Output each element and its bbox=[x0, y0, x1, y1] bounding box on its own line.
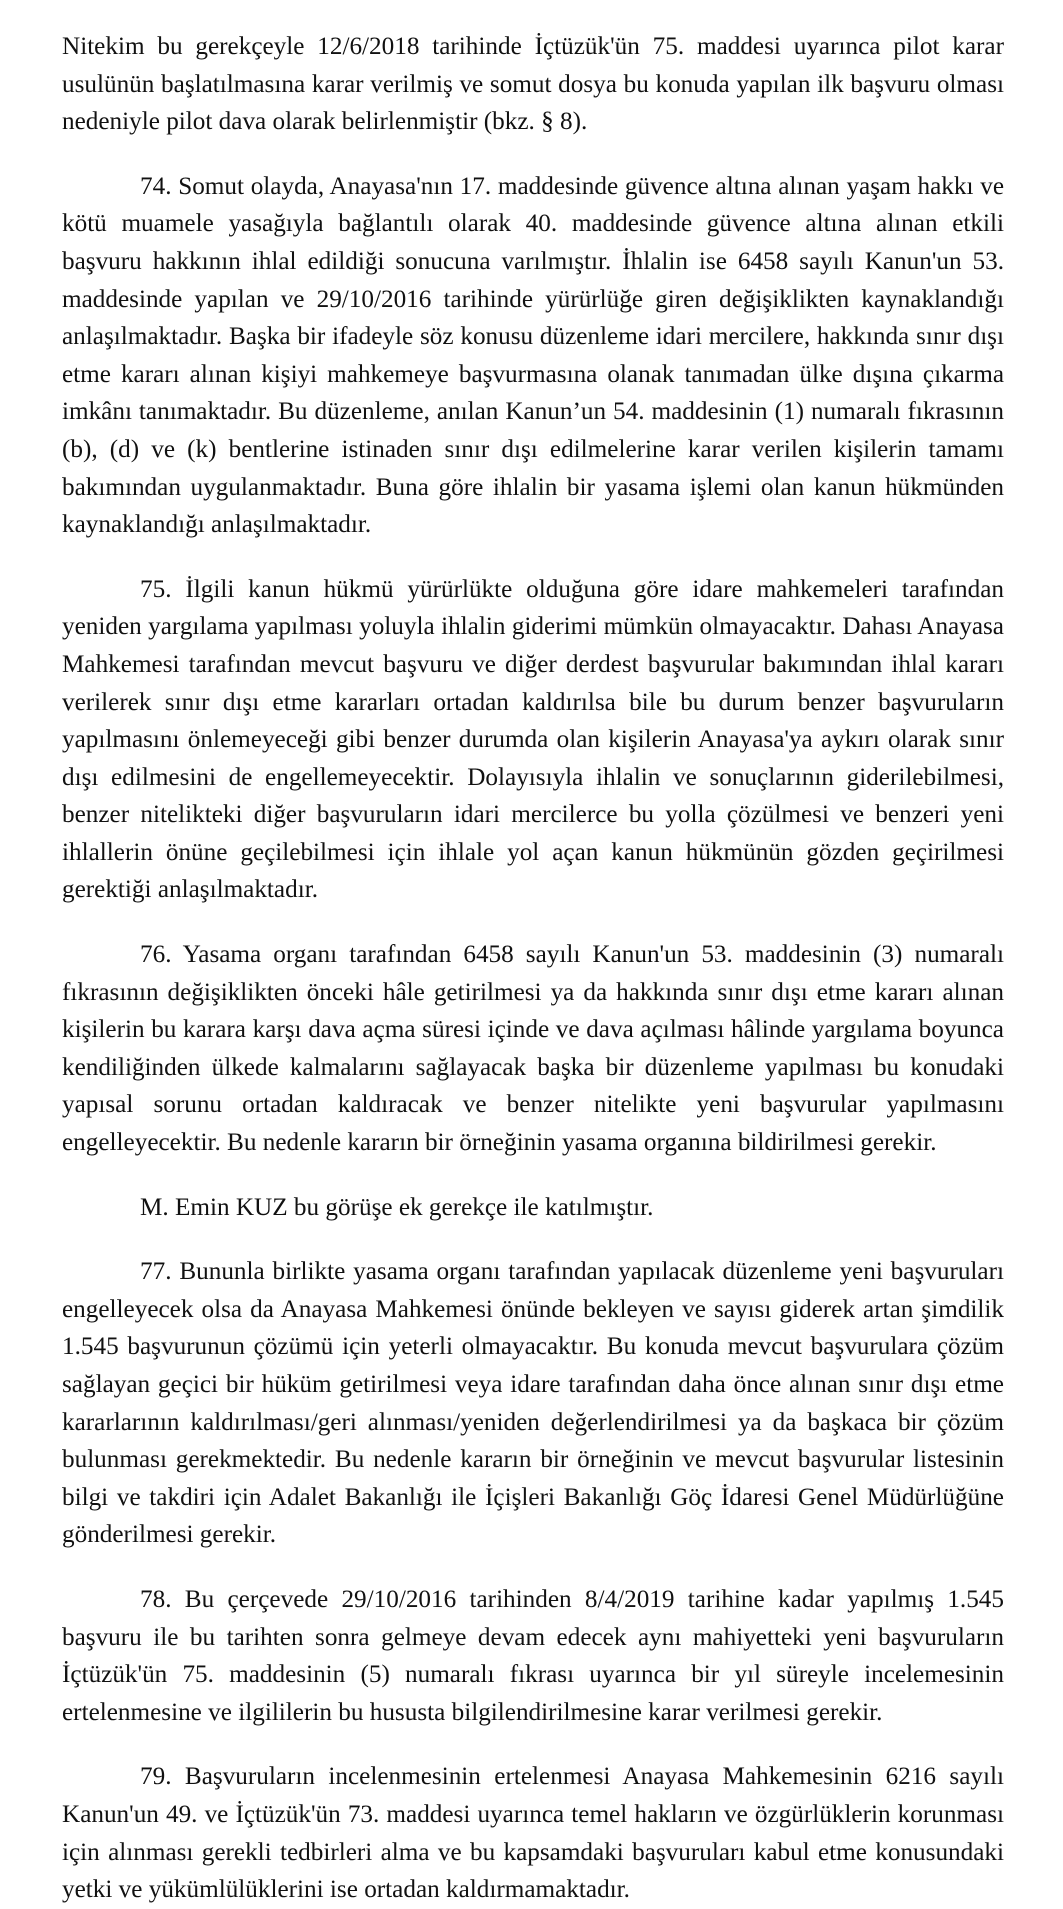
paragraph-77: 77. Bununla birlikte yasama organı tarafından yapılacak düzenleme yeni başvuruları engelleyecek olsa da Anayasa Mahkemesi önünde bekleyen ve sayısı giderek artan şimdilik 1.545 başvurunun çözümü için yeterli olmayacaktır. Bu konuda mevcut başvurulara çözüm sağlayan geçici bir hüküm getirilmesi veya idare tarafından daha önce alınan sınır dışı etme kararlarının kaldırılması/geri alınması/yeniden değerlendirilmesi ya da başkaca bir çözüm bulunması gerekmektedir. Bu nedenle kararın bir örneğinin ve mevcut başvurular listesinin bilgi ve takdiri için Adalet Bakanlığı ile İçişleri Bakanlığı Göç İdaresi Genel Müdürlüğüne gönderilmesi gerekir. bbox=[62, 1258, 1004, 1549]
paragraph-gap bbox=[62, 909, 1004, 936]
paragraph-76: 76. Yasama organı tarafından 6458 sayılı Kanun'un 53. maddesinin (3) numaralı fıkrasının değişiklikten önceki hâle getirilmesi ya da hakkında sınır dışı etme kararı alınan kişilerin bu karara karşı dava açma süresi içinde ve dava açılması hâlinde yargılama boyunca kendiliğinden ülkede kalmalarını sağlayacak başka bir düzenleme yapılması bu konudaki yapısal sorunu ortadan kaldıracak ve benzer nitelikte yeni başvurular yapılmasını engelleyecektir. Bu nedenle kararın bir örneğinin yasama organına bildirilmesi gerekir. bbox=[62, 941, 1004, 1157]
paragraph-gap bbox=[62, 544, 1004, 571]
document-page bbox=[62, 28, 1004, 1909]
paragraph-78: 78. Bu çerçevede 29/10/2016 tarihinden 8/4/2019 tarihine kadar yapılmış 1.545 başvuru ile bu tarihten sonra gelmeye devam edecek aynı mahiyetteki yeni başvuruların İçtüzük'ün 75. maddesinin (5) numaralı fıkrası uyarınca bir yıl süreyle incelemesinin ertelenmesine ve ilgililerin bu hususta bilgilendirilmesine karar verilmesi gerekir. bbox=[62, 1585, 1004, 1726]
paragraph-gap bbox=[62, 1162, 1004, 1189]
paragraph-gap bbox=[62, 1731, 1004, 1758]
paragraph-kuz-note: M. Emin KUZ bu görüşe ek gerekçe ile katılmıştır. bbox=[140, 1193, 654, 1221]
paragraph-gap bbox=[62, 141, 1004, 168]
paragraph-74: 74. Somut olayda, Anayasa'nın 17. maddesinde güvence altına alınan yaşam hakkı ve kötü muamele yasağıyla bağlantılı olarak 40. maddesinde güvence altına alınan etkili başvuru hakkının ihlal edildiği sonucuna varılmıştır. İhlalin ise 6458 sayılı Kanun'un 53. maddesinde yapılan ve 29/10/2016 tarihinde yürürlüğe giren değişiklikten kaynaklandığı anlaşılmaktadır. Başka bir ifadeyle söz konusu düzenleme idari mercilere, hakkında sınır dışı etme kararı alınan kişiyi mahkemeye başvurmasına olanak tanımadan ülke dışına çıkarma imkânı tanımaktadır. Bu düzenleme, anılan Kanun’un 54. maddesinin (1) numaralı fıkrasının (b), (d) ve (k) bentlerine istinaden sınır dışı edilmelerine karar verilen kişilerin tamamı bakımından uygulanmaktadır. Buna göre ihlalin bir yasama işlemi olan kanun hükmünden kaynaklandığı anlaşılmaktadır. bbox=[62, 172, 1004, 539]
paragraph-intro: Nitekim bu gerekçeyle 12/6/2018 tarihinde İçtüzük'ün 75. maddesi uyarınca pilot karar usulünün başlatılmasına karar verilmiş ve somut dosya bu konuda yapılan ilk başvuru olması nedeniyle pilot dava olarak belirlenmiştir (bkz. § 8). bbox=[62, 33, 1004, 136]
paragraph-75: 75. İlgili kanun hükmü yürürlükte olduğuna göre idare mahkemeleri tarafından yeniden yargılama yapılması yoluyla ihlalin giderimi mümkün olmayacaktır. Dahası Anayasa Mahkemesi tarafından mevcut başvuru ve diğer derdest başvurular bakımından ihlal kararı verilerek sınır dışı etme kararları ortadan kaldırılsa bile bu durum benzer başvuruların yapılmasını önlemeyeceği gibi benzer durumda olan kişilerin Anayasa'ya aykırı olarak sınır dışı edilmesini de engellemeyecektir. Dolayısıyla ihlalin ve sonuçlarının giderilebilmesi, benzer nitelikteki diğer başvuruların idari mercilerce bu yolla çözülmesi ve benzeri yeni ihlallerin önüne geçilebilmesi için ihlale yol açan kanun hükmünün gözden geçirilmesi gerektiği anlaşılmaktadır. bbox=[62, 575, 1004, 904]
paragraph-79: 79. Başvuruların incelenmesinin ertelenmesi Anayasa Mahkemesinin 6216 sayılı Kanun'un 49. ve İçtüzük'ün 73. maddesi uyarınca temel hakların ve özgürlüklerin korunması için alınması gerekli tedbirleri alma ve bu kapsamdaki başvuruları kabul etme konusundaki yetki ve yükümlülüklerini ise ortadan kaldırmamaktadır. bbox=[62, 1763, 1004, 1904]
paragraph-gap bbox=[62, 1226, 1004, 1253]
paragraph-gap bbox=[62, 1554, 1004, 1581]
